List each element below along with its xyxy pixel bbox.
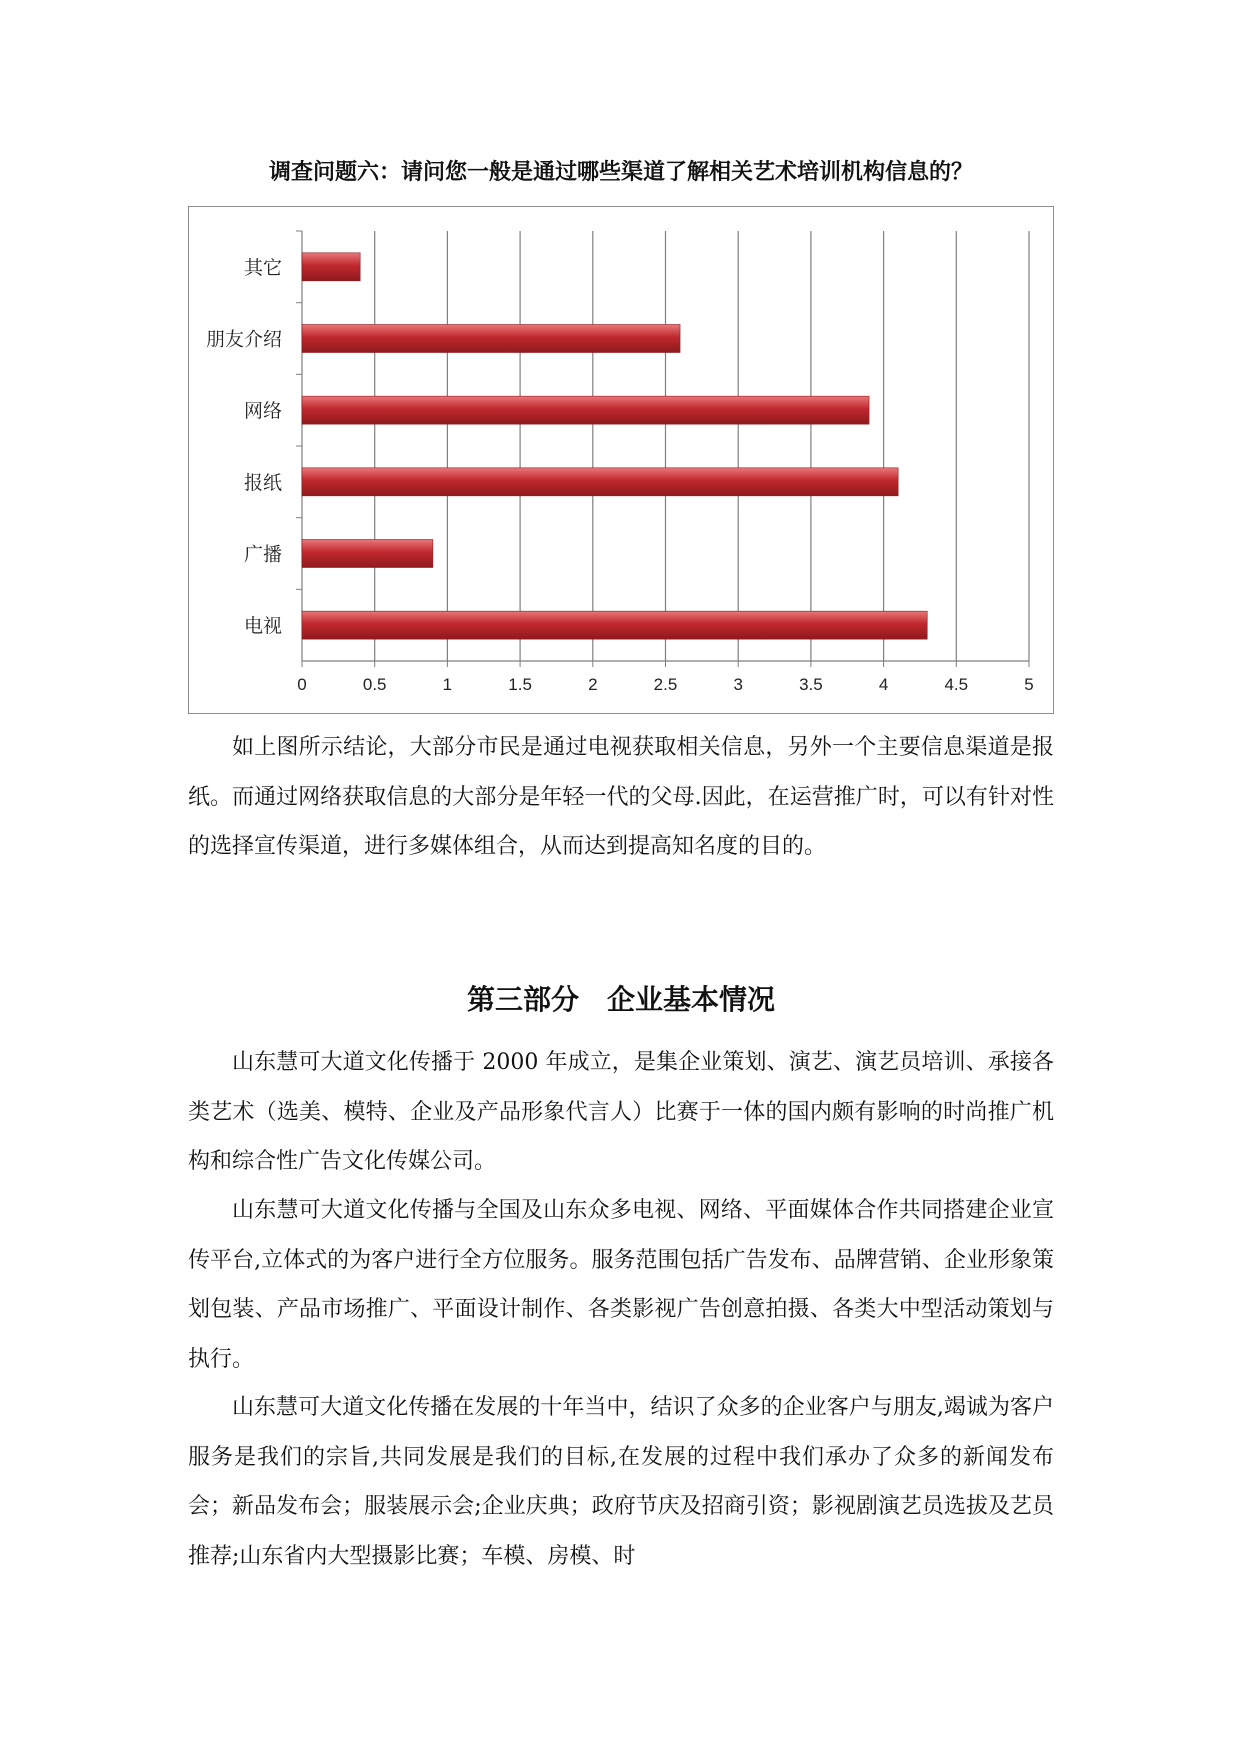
x-tick-label: 3 <box>733 675 743 694</box>
company-history-paragraph: 山东慧可大道文化传播在发展的十年当中，结识了众多的企业客户与朋友,竭诚为客户服务是我们的宗旨,共同发展是我们的目标,在发展的过程中我们承办了众多的新闻发布会；新品发布会；服装展示会;企业庆典；政府节庆及招商引资；影视剧演艺员选拔及艺员推荐;山东省内大型摄影比赛；车模、房模、时 <box>188 1395 1054 1569</box>
category-label: 广播 <box>243 543 282 566</box>
company-services-paragraph: 山东慧可大道文化传播与全国及山东众多电视、网络、平面媒体合作共同搭建企业宣传平台,立体式的为客户进行全方位服务。服务范围包括广告发布、品牌营销、企业形象策划包装、产品市场推广、平面设计制作、各类影视广告创意拍摄、各类大中型活动策划与执行。 <box>188 1198 1054 1372</box>
channel-bar-chart <box>188 206 1054 714</box>
chart-canvas <box>189 207 1055 715</box>
x-tick-label: 5 <box>1024 675 1034 694</box>
category-label: 其它 <box>243 256 282 279</box>
bar <box>302 325 680 353</box>
bar <box>302 468 898 496</box>
section-title: 第三部分 企业基本情况 <box>466 983 775 1016</box>
category-label: 网络 <box>243 400 282 423</box>
x-tick-label: 2 <box>588 675 598 694</box>
x-tick-label: 1.5 <box>508 675 532 694</box>
chart-question-title: 调查问题六：请问您一般是通过哪些渠道了解相关艺术培训机构信息的？ <box>268 160 973 185</box>
x-tick-label: 0 <box>297 675 307 694</box>
x-tick-label: 4.5 <box>944 675 969 694</box>
x-tick-label: 4 <box>878 675 889 694</box>
bar <box>302 540 433 568</box>
x-tick-label: 2.5 <box>653 675 678 694</box>
x-tick-label: 1 <box>442 675 453 694</box>
bar <box>302 396 869 424</box>
category-label: 报纸 <box>243 471 282 494</box>
x-tick-label: 3.5 <box>799 675 823 694</box>
category-label: 电视 <box>243 615 282 638</box>
company-intro-paragraph: 山东慧可大道文化传播于 2000 年成立，是集企业策划、演艺、演艺员培训、承接各类艺术（选美、模特、企业及产品形象代言人）比赛于一体的国内颇有影响的时尚推广机构和综合性广告文化传媒公司。 <box>188 1050 1054 1174</box>
x-tick-label: 0.5 <box>362 675 387 694</box>
bar <box>302 611 927 639</box>
conclusion-paragraph: 如上图所示结论，大部分市民是通过电视获取相关信息，另外一个主要信息渠道是报纸。而通过网络获取信息的大部分是年轻一代的父母.因此，在运营推广时，可以有针对性的选择宣传渠道，进行多媒体组合，从而达到提高知名度的目的。 <box>188 735 1054 859</box>
bar <box>302 253 360 281</box>
category-label: 朋友介绍 <box>205 328 282 351</box>
